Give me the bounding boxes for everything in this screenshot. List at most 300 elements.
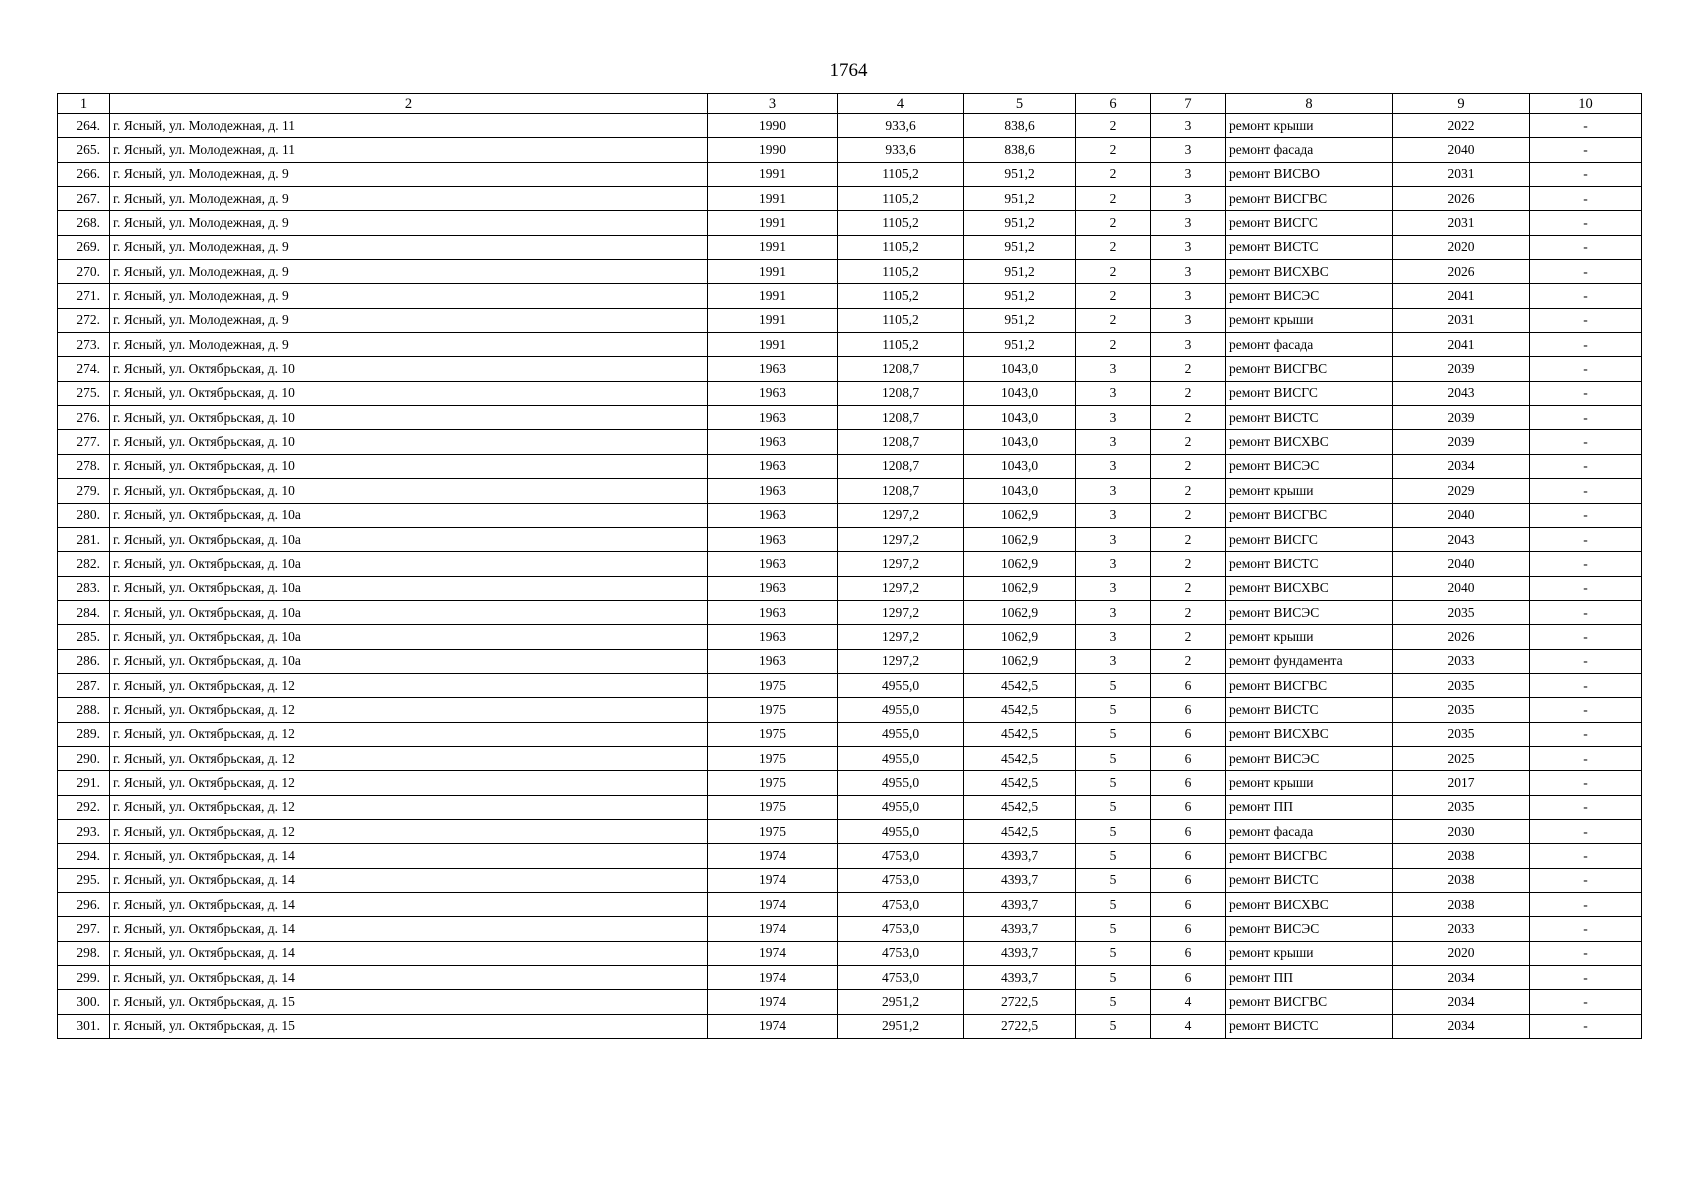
planned-year-cell: 2038 xyxy=(1393,893,1530,917)
entrances-cell: 6 xyxy=(1151,746,1226,770)
table-row xyxy=(58,162,1642,186)
work-type-cell: ремонт ВИСТС xyxy=(1226,235,1393,259)
work-type-cell: ремонт ВИСЭС xyxy=(1226,284,1393,308)
table-row xyxy=(58,406,1642,430)
address-cell: г. Ясный, ул. Октябрьская, д. 10а xyxy=(110,576,708,600)
total-area-cell: 2951,2 xyxy=(838,1014,964,1038)
living-area-cell: 4542,5 xyxy=(964,698,1076,722)
entrances-cell: 6 xyxy=(1151,819,1226,843)
entrances-cell: 4 xyxy=(1151,990,1226,1014)
floors-cell: 3 xyxy=(1076,649,1151,673)
table-row xyxy=(58,138,1642,162)
entrances-cell: 6 xyxy=(1151,844,1226,868)
year-built-cell: 1991 xyxy=(708,260,838,284)
table-row xyxy=(58,917,1642,941)
row-number-cell: 292. xyxy=(58,795,110,819)
living-area-cell: 838,6 xyxy=(964,114,1076,138)
planned-year-cell: 2038 xyxy=(1393,868,1530,892)
floors-cell: 3 xyxy=(1076,527,1151,551)
work-type-cell: ремонт крыши xyxy=(1226,308,1393,332)
column-header-8: 8 xyxy=(1226,94,1393,114)
total-area-cell: 4955,0 xyxy=(838,771,964,795)
year-built-cell: 1963 xyxy=(708,576,838,600)
year-built-cell: 1991 xyxy=(708,187,838,211)
address-cell: г. Ясный, ул. Октябрьская, д. 10 xyxy=(110,430,708,454)
note-cell: - xyxy=(1530,917,1642,941)
note-cell: - xyxy=(1530,284,1642,308)
work-type-cell: ремонт ВИСХВС xyxy=(1226,722,1393,746)
note-cell: - xyxy=(1530,673,1642,697)
floors-cell: 3 xyxy=(1076,503,1151,527)
floors-cell: 5 xyxy=(1076,819,1151,843)
table-row xyxy=(58,527,1642,551)
work-type-cell: ремонт ВИСТС xyxy=(1226,698,1393,722)
entrances-cell: 3 xyxy=(1151,308,1226,332)
row-number-cell: 297. xyxy=(58,917,110,941)
floors-cell: 3 xyxy=(1076,454,1151,478)
living-area-cell: 951,2 xyxy=(964,235,1076,259)
total-area-cell: 4753,0 xyxy=(838,917,964,941)
address-cell: г. Ясный, ул. Октябрьская, д. 10а xyxy=(110,625,708,649)
entrances-cell: 6 xyxy=(1151,698,1226,722)
address-cell: г. Ясный, ул. Октябрьская, д. 10 xyxy=(110,381,708,405)
entrances-cell: 2 xyxy=(1151,649,1226,673)
entrances-cell: 2 xyxy=(1151,552,1226,576)
total-area-cell: 1208,7 xyxy=(838,454,964,478)
year-built-cell: 1974 xyxy=(708,917,838,941)
total-area-cell: 1105,2 xyxy=(838,211,964,235)
living-area-cell: 1043,0 xyxy=(964,381,1076,405)
planned-year-cell: 2034 xyxy=(1393,1014,1530,1038)
living-area-cell: 951,2 xyxy=(964,260,1076,284)
note-cell: - xyxy=(1530,308,1642,332)
year-built-cell: 1974 xyxy=(708,990,838,1014)
row-number-cell: 276. xyxy=(58,406,110,430)
note-cell: - xyxy=(1530,625,1642,649)
note-cell: - xyxy=(1530,260,1642,284)
table-row xyxy=(58,893,1642,917)
table-row xyxy=(58,284,1642,308)
planned-year-cell: 2031 xyxy=(1393,308,1530,332)
row-number-cell: 293. xyxy=(58,819,110,843)
living-area-cell: 4393,7 xyxy=(964,844,1076,868)
year-built-cell: 1974 xyxy=(708,868,838,892)
planned-year-cell: 2017 xyxy=(1393,771,1530,795)
planned-year-cell: 2029 xyxy=(1393,479,1530,503)
planned-year-cell: 2035 xyxy=(1393,698,1530,722)
living-area-cell: 2722,5 xyxy=(964,1014,1076,1038)
living-area-cell: 4542,5 xyxy=(964,673,1076,697)
year-built-cell: 1975 xyxy=(708,819,838,843)
year-built-cell: 1990 xyxy=(708,114,838,138)
floors-cell: 2 xyxy=(1076,114,1151,138)
address-cell: г. Ясный, ул. Октябрьская, д. 12 xyxy=(110,698,708,722)
floors-cell: 5 xyxy=(1076,673,1151,697)
address-cell: г. Ясный, ул. Октябрьская, д. 12 xyxy=(110,771,708,795)
living-area-cell: 1062,9 xyxy=(964,649,1076,673)
year-built-cell: 1991 xyxy=(708,235,838,259)
table-row xyxy=(58,381,1642,405)
year-built-cell: 1975 xyxy=(708,673,838,697)
note-cell: - xyxy=(1530,576,1642,600)
note-cell: - xyxy=(1530,235,1642,259)
entrances-cell: 3 xyxy=(1151,333,1226,357)
table-row xyxy=(58,990,1642,1014)
row-number-cell: 289. xyxy=(58,722,110,746)
address-cell: г. Ясный, ул. Октябрьская, д. 10 xyxy=(110,454,708,478)
column-header-2: 2 xyxy=(110,94,708,114)
entrances-cell: 3 xyxy=(1151,235,1226,259)
living-area-cell: 951,2 xyxy=(964,284,1076,308)
note-cell: - xyxy=(1530,357,1642,381)
year-built-cell: 1975 xyxy=(708,698,838,722)
living-area-cell: 4542,5 xyxy=(964,795,1076,819)
work-type-cell: ремонт ВИСВО xyxy=(1226,162,1393,186)
total-area-cell: 1208,7 xyxy=(838,479,964,503)
entrances-cell: 6 xyxy=(1151,673,1226,697)
living-area-cell: 951,2 xyxy=(964,162,1076,186)
living-area-cell: 4542,5 xyxy=(964,746,1076,770)
row-number-cell: 274. xyxy=(58,357,110,381)
work-type-cell: ремонт ВИСГВС xyxy=(1226,357,1393,381)
living-area-cell: 4393,7 xyxy=(964,917,1076,941)
table-row xyxy=(58,746,1642,770)
table-row xyxy=(58,357,1642,381)
table-row xyxy=(58,235,1642,259)
note-cell: - xyxy=(1530,114,1642,138)
living-area-cell: 4393,7 xyxy=(964,941,1076,965)
living-area-cell: 951,2 xyxy=(964,308,1076,332)
total-area-cell: 1105,2 xyxy=(838,162,964,186)
living-area-cell: 1043,0 xyxy=(964,454,1076,478)
floors-cell: 5 xyxy=(1076,698,1151,722)
living-area-cell: 1062,9 xyxy=(964,527,1076,551)
entrances-cell: 6 xyxy=(1151,795,1226,819)
total-area-cell: 1105,2 xyxy=(838,235,964,259)
address-cell: г. Ясный, ул. Октябрьская, д. 12 xyxy=(110,673,708,697)
address-cell: г. Ясный, ул. Октябрьская, д. 10 xyxy=(110,479,708,503)
living-area-cell: 4393,7 xyxy=(964,868,1076,892)
row-number-cell: 290. xyxy=(58,746,110,770)
floors-cell: 3 xyxy=(1076,381,1151,405)
year-built-cell: 1974 xyxy=(708,941,838,965)
work-type-cell: ремонт фасада xyxy=(1226,333,1393,357)
year-built-cell: 1975 xyxy=(708,771,838,795)
floors-cell: 3 xyxy=(1076,357,1151,381)
row-number-cell: 287. xyxy=(58,673,110,697)
address-cell: г. Ясный, ул. Молодежная, д. 9 xyxy=(110,211,708,235)
work-type-cell: ремонт ВИСГС xyxy=(1226,211,1393,235)
note-cell: - xyxy=(1530,552,1642,576)
table-row xyxy=(58,966,1642,990)
living-area-cell: 4542,5 xyxy=(964,722,1076,746)
planned-year-cell: 2022 xyxy=(1393,114,1530,138)
year-built-cell: 1991 xyxy=(708,333,838,357)
address-cell: г. Ясный, ул. Октябрьская, д. 12 xyxy=(110,819,708,843)
note-cell: - xyxy=(1530,844,1642,868)
note-cell: - xyxy=(1530,819,1642,843)
floors-cell: 3 xyxy=(1076,479,1151,503)
year-built-cell: 1963 xyxy=(708,406,838,430)
year-built-cell: 1963 xyxy=(708,479,838,503)
work-type-cell: ремонт ВИСГВС xyxy=(1226,503,1393,527)
work-type-cell: ремонт фасада xyxy=(1226,819,1393,843)
total-area-cell: 4753,0 xyxy=(838,966,964,990)
note-cell: - xyxy=(1530,138,1642,162)
entrances-cell: 2 xyxy=(1151,600,1226,624)
address-cell: г. Ясный, ул. Молодежная, д. 11 xyxy=(110,114,708,138)
entrances-cell: 2 xyxy=(1151,527,1226,551)
address-cell: г. Ясный, ул. Октябрьская, д. 10а xyxy=(110,527,708,551)
row-number-cell: 301. xyxy=(58,1014,110,1038)
living-area-cell: 4393,7 xyxy=(964,966,1076,990)
floors-cell: 3 xyxy=(1076,552,1151,576)
total-area-cell: 4753,0 xyxy=(838,941,964,965)
work-type-cell: ремонт ВИСЭС xyxy=(1226,746,1393,770)
year-built-cell: 1990 xyxy=(708,138,838,162)
row-number-cell: 285. xyxy=(58,625,110,649)
total-area-cell: 1297,2 xyxy=(838,649,964,673)
work-type-cell: ремонт ВИСГС xyxy=(1226,381,1393,405)
year-built-cell: 1991 xyxy=(708,211,838,235)
total-area-cell: 1297,2 xyxy=(838,527,964,551)
planned-year-cell: 2033 xyxy=(1393,917,1530,941)
work-type-cell: ремонт ВИСЭС xyxy=(1226,454,1393,478)
floors-cell: 5 xyxy=(1076,771,1151,795)
table-row xyxy=(58,503,1642,527)
planned-year-cell: 2040 xyxy=(1393,138,1530,162)
total-area-cell: 1297,2 xyxy=(838,600,964,624)
table-row xyxy=(58,114,1642,138)
table-row xyxy=(58,1014,1642,1038)
work-type-cell: ремонт ПП xyxy=(1226,966,1393,990)
work-type-cell: ремонт ВИСТС xyxy=(1226,1014,1393,1038)
note-cell: - xyxy=(1530,503,1642,527)
planned-year-cell: 2043 xyxy=(1393,527,1530,551)
entrances-cell: 6 xyxy=(1151,941,1226,965)
year-built-cell: 1963 xyxy=(708,381,838,405)
floors-cell: 5 xyxy=(1076,917,1151,941)
total-area-cell: 1208,7 xyxy=(838,381,964,405)
work-type-cell: ремонт ВИСГВС xyxy=(1226,844,1393,868)
note-cell: - xyxy=(1530,746,1642,770)
entrances-cell: 6 xyxy=(1151,722,1226,746)
address-cell: г. Ясный, ул. Молодежная, д. 11 xyxy=(110,138,708,162)
column-header-1: 1 xyxy=(58,94,110,114)
planned-year-cell: 2026 xyxy=(1393,187,1530,211)
entrances-cell: 2 xyxy=(1151,625,1226,649)
floors-cell: 2 xyxy=(1076,211,1151,235)
row-number-cell: 278. xyxy=(58,454,110,478)
address-cell: г. Ясный, ул. Октябрьская, д. 14 xyxy=(110,844,708,868)
row-number-cell: 264. xyxy=(58,114,110,138)
row-number-cell: 277. xyxy=(58,430,110,454)
note-cell: - xyxy=(1530,430,1642,454)
year-built-cell: 1963 xyxy=(708,430,838,454)
planned-year-cell: 2026 xyxy=(1393,625,1530,649)
address-cell: г. Ясный, ул. Молодежная, д. 9 xyxy=(110,308,708,332)
note-cell: - xyxy=(1530,1014,1642,1038)
row-number-cell: 282. xyxy=(58,552,110,576)
table-row xyxy=(58,600,1642,624)
floors-cell: 2 xyxy=(1076,308,1151,332)
total-area-cell: 1297,2 xyxy=(838,503,964,527)
planned-year-cell: 2025 xyxy=(1393,746,1530,770)
address-cell: г. Ясный, ул. Октябрьская, д. 15 xyxy=(110,1014,708,1038)
entrances-cell: 3 xyxy=(1151,162,1226,186)
row-number-cell: 279. xyxy=(58,479,110,503)
row-number-cell: 267. xyxy=(58,187,110,211)
address-cell: г. Ясный, ул. Молодежная, д. 9 xyxy=(110,284,708,308)
table-row xyxy=(58,771,1642,795)
table-row xyxy=(58,868,1642,892)
work-type-cell: ремонт крыши xyxy=(1226,625,1393,649)
address-cell: г. Ясный, ул. Молодежная, д. 9 xyxy=(110,260,708,284)
floors-cell: 2 xyxy=(1076,260,1151,284)
floors-cell: 5 xyxy=(1076,893,1151,917)
total-area-cell: 1105,2 xyxy=(838,333,964,357)
note-cell: - xyxy=(1530,771,1642,795)
year-built-cell: 1991 xyxy=(708,308,838,332)
work-type-cell: ремонт крыши xyxy=(1226,479,1393,503)
total-area-cell: 4955,0 xyxy=(838,722,964,746)
column-header-6: 6 xyxy=(1076,94,1151,114)
entrances-cell: 6 xyxy=(1151,917,1226,941)
work-type-cell: ремонт ВИСГВС xyxy=(1226,187,1393,211)
page-number: 1764 xyxy=(829,60,868,81)
row-number-cell: 299. xyxy=(58,966,110,990)
living-area-cell: 1043,0 xyxy=(964,479,1076,503)
floors-cell: 5 xyxy=(1076,795,1151,819)
year-built-cell: 1974 xyxy=(708,893,838,917)
work-type-cell: ремонт ВИСХВС xyxy=(1226,576,1393,600)
year-built-cell: 1975 xyxy=(708,722,838,746)
floors-cell: 5 xyxy=(1076,868,1151,892)
total-area-cell: 4753,0 xyxy=(838,893,964,917)
year-built-cell: 1963 xyxy=(708,527,838,551)
table-row xyxy=(58,333,1642,357)
address-cell: г. Ясный, ул. Октябрьская, д. 14 xyxy=(110,868,708,892)
note-cell: - xyxy=(1530,162,1642,186)
planned-year-cell: 2039 xyxy=(1393,406,1530,430)
note-cell: - xyxy=(1530,722,1642,746)
work-type-cell: ремонт ВИСГВС xyxy=(1226,990,1393,1014)
note-cell: - xyxy=(1530,966,1642,990)
planned-year-cell: 2039 xyxy=(1393,430,1530,454)
work-type-cell: ремонт ВИСХВС xyxy=(1226,260,1393,284)
year-built-cell: 1963 xyxy=(708,552,838,576)
address-cell: г. Ясный, ул. Молодежная, д. 9 xyxy=(110,333,708,357)
living-area-cell: 1062,9 xyxy=(964,552,1076,576)
total-area-cell: 933,6 xyxy=(838,138,964,162)
living-area-cell: 1062,9 xyxy=(964,600,1076,624)
total-area-cell: 933,6 xyxy=(838,114,964,138)
row-number-cell: 296. xyxy=(58,893,110,917)
total-area-cell: 1297,2 xyxy=(838,552,964,576)
row-number-cell: 283. xyxy=(58,576,110,600)
total-area-cell: 1105,2 xyxy=(838,260,964,284)
floors-cell: 5 xyxy=(1076,844,1151,868)
address-cell: г. Ясный, ул. Молодежная, д. 9 xyxy=(110,235,708,259)
note-cell: - xyxy=(1530,600,1642,624)
column-header-9: 9 xyxy=(1393,94,1530,114)
total-area-cell: 1297,2 xyxy=(838,576,964,600)
row-number-cell: 270. xyxy=(58,260,110,284)
entrances-cell: 6 xyxy=(1151,771,1226,795)
living-area-cell: 951,2 xyxy=(964,333,1076,357)
note-cell: - xyxy=(1530,454,1642,478)
entrances-cell: 3 xyxy=(1151,260,1226,284)
planned-year-cell: 2030 xyxy=(1393,819,1530,843)
year-built-cell: 1975 xyxy=(708,746,838,770)
living-area-cell: 1062,9 xyxy=(964,576,1076,600)
table-row xyxy=(58,698,1642,722)
table-row xyxy=(58,795,1642,819)
column-header-3: 3 xyxy=(708,94,838,114)
table-row xyxy=(58,649,1642,673)
table-row xyxy=(58,722,1642,746)
planned-year-cell: 2031 xyxy=(1393,162,1530,186)
floors-cell: 2 xyxy=(1076,333,1151,357)
planned-year-cell: 2033 xyxy=(1393,649,1530,673)
entrances-cell: 2 xyxy=(1151,479,1226,503)
column-header-7: 7 xyxy=(1151,94,1226,114)
row-number-cell: 266. xyxy=(58,162,110,186)
table-row xyxy=(58,308,1642,332)
note-cell: - xyxy=(1530,893,1642,917)
planned-year-cell: 2026 xyxy=(1393,260,1530,284)
entrances-cell: 3 xyxy=(1151,138,1226,162)
year-built-cell: 1991 xyxy=(708,284,838,308)
note-cell: - xyxy=(1530,479,1642,503)
planned-year-cell: 2041 xyxy=(1393,333,1530,357)
entrances-cell: 2 xyxy=(1151,381,1226,405)
table-row xyxy=(58,673,1642,697)
entrances-cell: 2 xyxy=(1151,430,1226,454)
note-cell: - xyxy=(1530,333,1642,357)
planned-year-cell: 2040 xyxy=(1393,503,1530,527)
work-type-cell: ремонт ВИСТС xyxy=(1226,406,1393,430)
table-body xyxy=(58,114,1642,1039)
address-cell: г. Ясный, ул. Октябрьская, д. 10 xyxy=(110,357,708,381)
note-cell: - xyxy=(1530,795,1642,819)
planned-year-cell: 2041 xyxy=(1393,284,1530,308)
living-area-cell: 2722,5 xyxy=(964,990,1076,1014)
floors-cell: 2 xyxy=(1076,187,1151,211)
table-row xyxy=(58,211,1642,235)
total-area-cell: 4753,0 xyxy=(838,844,964,868)
work-type-cell: ремонт ПП xyxy=(1226,795,1393,819)
floors-cell: 5 xyxy=(1076,966,1151,990)
year-built-cell: 1975 xyxy=(708,795,838,819)
floors-cell: 2 xyxy=(1076,284,1151,308)
living-area-cell: 1043,0 xyxy=(964,406,1076,430)
planned-year-cell: 2020 xyxy=(1393,235,1530,259)
note-cell: - xyxy=(1530,990,1642,1014)
table-row xyxy=(58,576,1642,600)
address-cell: г. Ясный, ул. Октябрьская, д. 10а xyxy=(110,503,708,527)
total-area-cell: 1208,7 xyxy=(838,406,964,430)
living-area-cell: 1043,0 xyxy=(964,357,1076,381)
table-row xyxy=(58,479,1642,503)
table-row xyxy=(58,844,1642,868)
total-area-cell: 4955,0 xyxy=(838,795,964,819)
planned-year-cell: 2035 xyxy=(1393,795,1530,819)
row-number-cell: 272. xyxy=(58,308,110,332)
total-area-cell: 1208,7 xyxy=(838,430,964,454)
total-area-cell: 1297,2 xyxy=(838,625,964,649)
table-row xyxy=(58,941,1642,965)
